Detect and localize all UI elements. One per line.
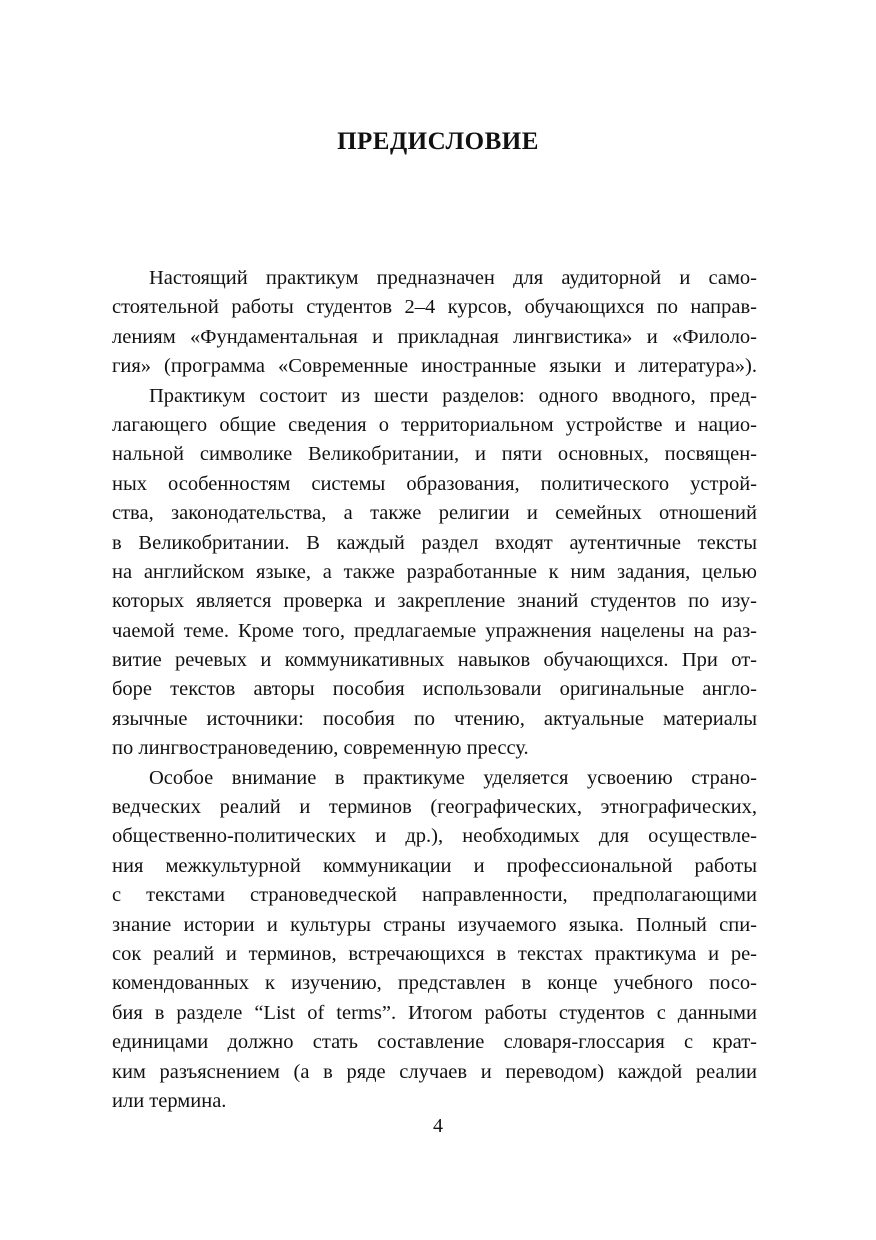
paragraph-3-line: или термина. (112, 1089, 227, 1112)
paragraph-3-line: общественно-политических и др.), необходимых для осуществле- (112, 825, 757, 848)
paragraph-2-line: боре текстов авторы пособия использовали оригинальные англо- (112, 678, 757, 701)
paragraph-3-line: знание истории и культуры страны изучаемого языка. Полный спи- (112, 913, 757, 936)
paragraph-3-line: сок реалий и терминов, встречающихся в текстах практикума и ре- (112, 942, 757, 965)
paragraph-2-line: ства, законодательства, а также религии и семейных отношений (112, 502, 757, 525)
paragraph-2-line: лагающего общие сведения о территориальном устройстве и нацио- (112, 413, 757, 436)
paragraph-2-line: в Великобритании. В каждый раздел входят аутентичные тексты (112, 531, 757, 554)
paragraph-3-line: Особое внимание в практикуме уделяется усвоению страно- (149, 766, 757, 789)
paragraph-3-line: бия в разделе “List of terms”. Итогом работы студентов с данными (112, 1001, 757, 1024)
paragraph-2-line: по лингвострановедению, современную прессу. (112, 737, 529, 760)
paragraph-2-line: ных особенностям системы образования, политического устрой- (112, 472, 757, 495)
paragraph-2-line: язычные источники: пособия по чтению, актуальные материалы (112, 707, 757, 730)
paragraph-2-line: на английском языке, а также разработанные к ним задания, целью (112, 560, 757, 583)
preface-body (112, 264, 757, 1116)
paragraph-2-line: нальной символике Великобритании, и пяти основных, посвящен- (112, 443, 757, 466)
paragraph-2-line: витие речевых и коммуникативных навыков обучающихся. При от- (112, 649, 757, 672)
paragraph-3-line: с текстами страноведческой направленности, предполагающими (112, 884, 757, 907)
paragraph-2-line: чаемой теме. Кроме того, предлагаемые упражнения нацелены на раз- (112, 619, 757, 642)
page-title: ПРЕДИСЛОВИЕ (337, 128, 539, 155)
paragraph-2-line: которых является проверка и закрепление знаний студентов по изу- (112, 590, 757, 613)
paragraph-1-line: гия» (программа «Современные иностранные языки и литература»). (112, 355, 757, 378)
paragraph-1-line: лениям «Фундаментальная и прикладная лингвистика» и «Филоло- (112, 325, 757, 348)
paragraph-3-line: комендованных к изучению, представлен в конце учебного посо- (112, 972, 757, 995)
paragraph-3-line: ким разъяснением (а в ряде случаев и переводом) каждой реалии (112, 1060, 757, 1083)
paragraph-1-line: Настоящий практикум предназначен для аудиторной и само- (149, 267, 757, 289)
paragraph-3-line: ведческих реалий и терминов (географических, этнографических, (112, 796, 757, 819)
paragraph-3-line: ния межкультурной коммуникации и профессиональной работы (112, 854, 757, 877)
page-number: 4 (433, 1115, 443, 1137)
paragraph-3-line: единицами должно стать составление словаря-глоссария с крат- (112, 1031, 757, 1054)
paragraph-2-line: Практикум состоит из шести разделов: одного вводного, пред- (149, 384, 757, 407)
paragraph-1-line: стоятельной работы студентов 2–4 курсов, обучающихся по направ- (112, 296, 757, 319)
